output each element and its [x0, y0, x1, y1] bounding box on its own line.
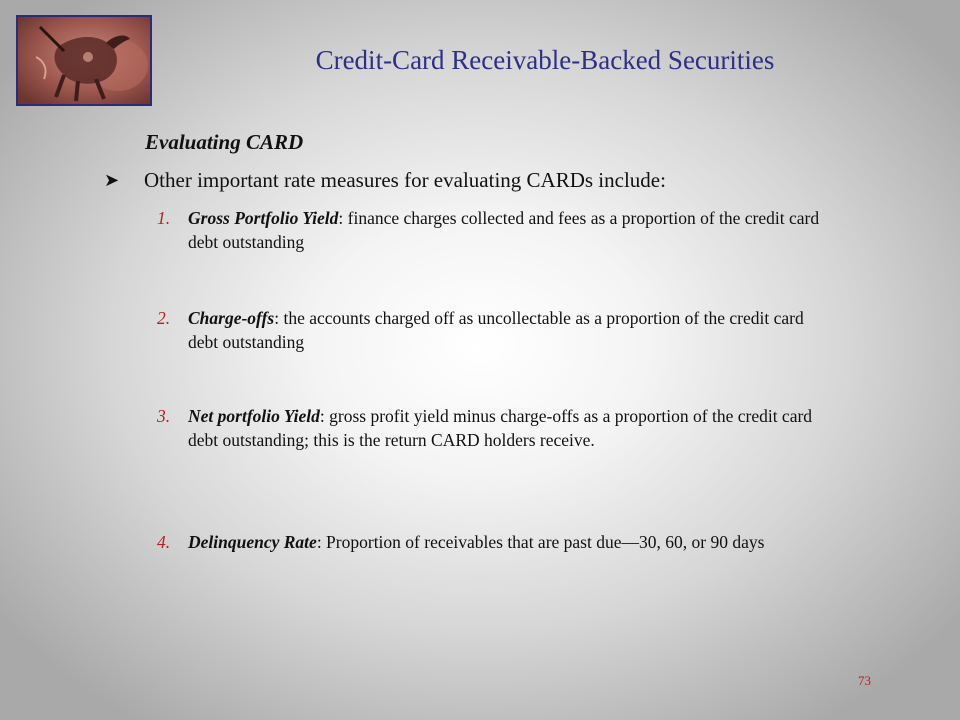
- list-item: [157, 530, 837, 554]
- page-number: 73: [858, 673, 871, 688]
- list-item: [157, 306, 837, 354]
- item-text: : gross profit yield minus charge-offs as a proportion of the credit card debt outstanding; this is the return CARD holders receive.: [188, 406, 813, 450]
- item-number: 2.: [157, 308, 171, 328]
- bull-artwork-logo: [16, 15, 152, 106]
- list-item: [157, 206, 837, 254]
- item-term: Net portfolio Yield: [188, 406, 320, 426]
- item-term: Charge-offs: [188, 308, 275, 328]
- item-text: : the accounts charged off as uncollectable as a proportion of the credit card debt outstanding: [188, 308, 804, 352]
- item-text: : finance charges collected and fees as a proportion of the credit card debt outstanding: [188, 208, 820, 252]
- item-number: 3.: [157, 406, 171, 426]
- item-number: 1.: [157, 208, 171, 228]
- intro-bullet-text: Other important rate measures for evaluating CARDs include:: [144, 168, 666, 192]
- list-item: [157, 404, 837, 452]
- item-term: Gross Portfolio Yield: [188, 208, 339, 228]
- item-number: 4.: [157, 532, 171, 552]
- item-term: Delinquency Rate: [188, 532, 317, 552]
- item-text: : Proportion of receivables that are past due—30, 60, or 90 days: [316, 532, 765, 552]
- slide-title: Credit-Card Receivable-Backed Securities: [315, 45, 775, 75]
- slide-subtitle: Evaluating CARD: [145, 130, 304, 154]
- intro-bullet: [104, 168, 666, 194]
- arrowhead-bullet-icon: ➤: [104, 170, 120, 191]
